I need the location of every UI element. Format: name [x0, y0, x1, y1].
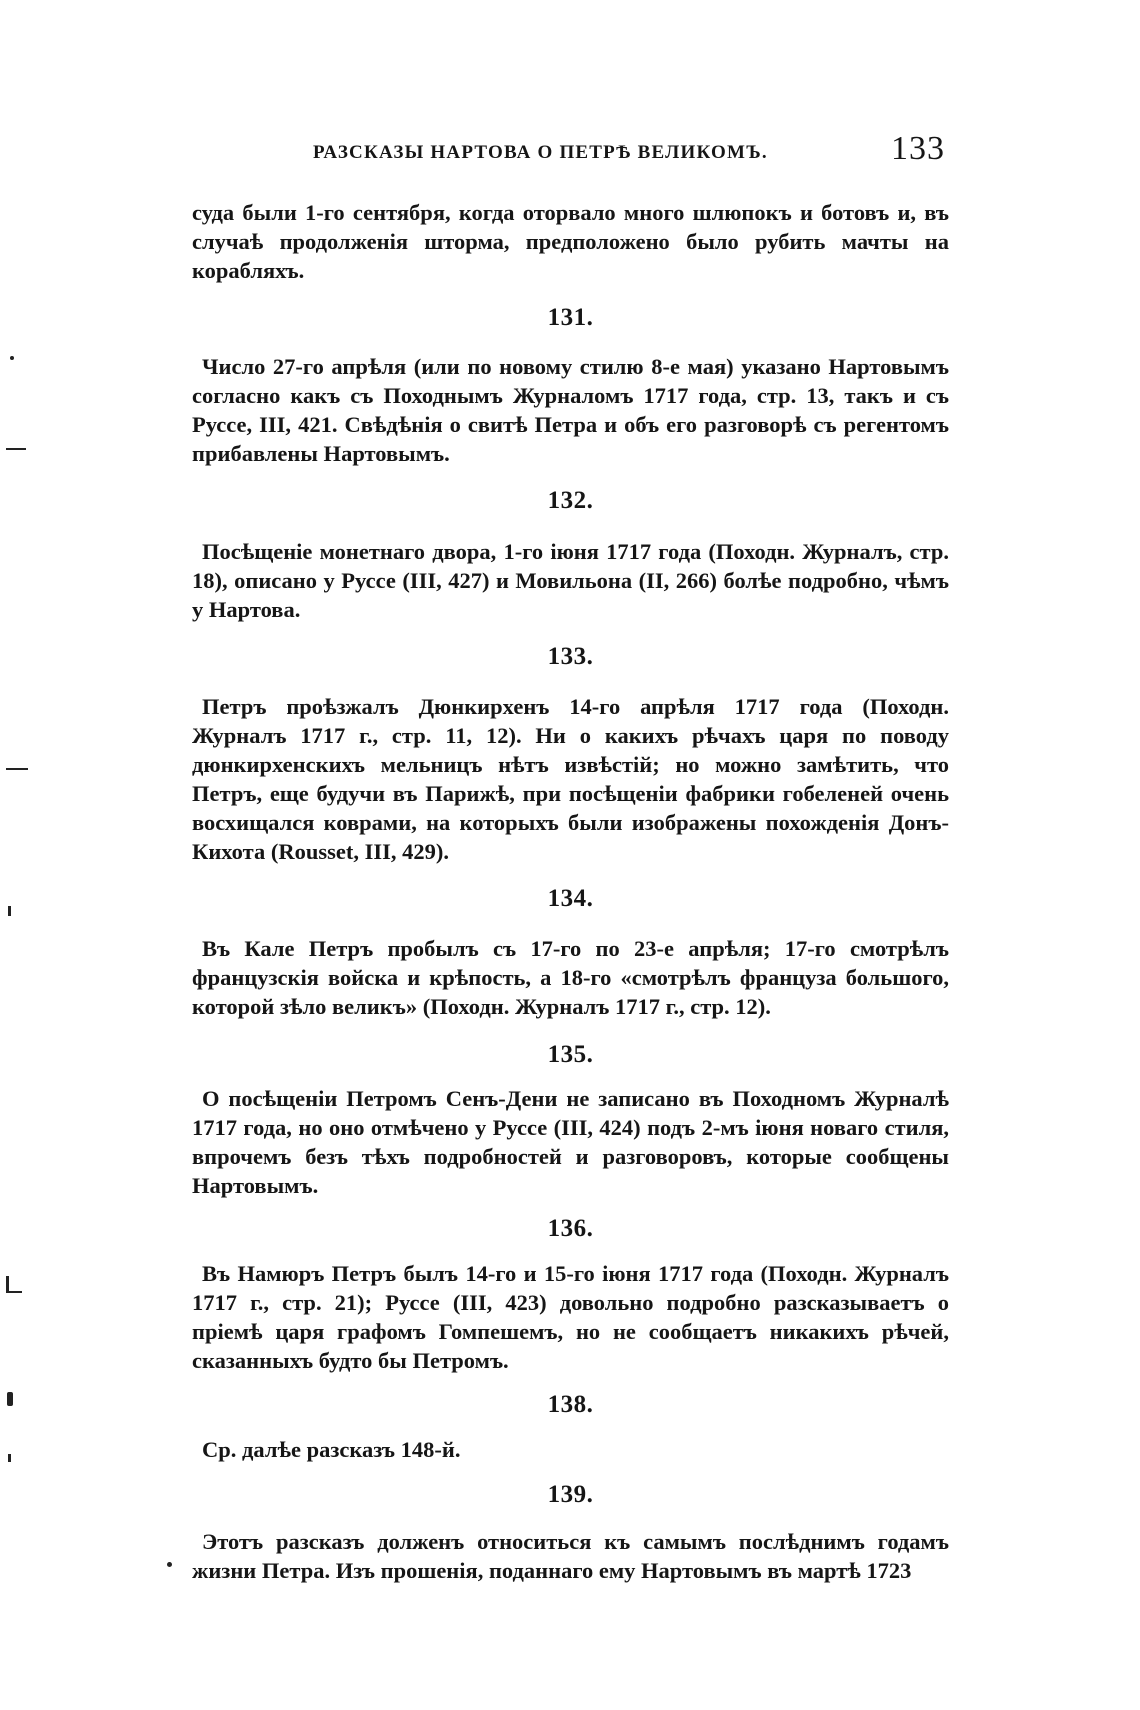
intro-paragraph: суда были 1-го сентября, когда оторвало много шлюпокъ и ботовъ и, въ случаѣ продолженія шторма, предположено было рубить мачты на корабляхъ. [192, 200, 949, 283]
section-heading-133: 133. [547, 643, 594, 670]
section-paragraph-139: Этотъ разсказъ долженъ относиться къ самымъ послѣднимъ годамъ жизни Петра. Изъ прошенія, поданнаго ему Нартовымъ въ мартѣ 1723 [192, 1529, 949, 1583]
section-paragraph-133: Петръ проѣзжалъ Дюнкирхенъ 14-го апрѣля 1717 года (Походн. Журналъ 1717 г., стр. 11, 12). Ни о какихъ рѣчахъ царя по поводу дюнкирхенскихъ мельницъ нѣтъ извѣстій; но можно замѣтить, что Петръ, еще будучи въ Парижѣ, при посѣщеніи фабрики гобеленей очень восхищался коврами, на которыхъ были изображены похожденія Донъ-Кихота (Rousset, III, 429). [192, 694, 949, 864]
section-heading-136: 136. [547, 1215, 594, 1242]
scan-mark [6, 768, 28, 770]
section-paragraph-135: О посѣщеніи Петромъ Сенъ-Дени не записано въ Походномъ Журналѣ 1717 года, но оно отмѣчено у Руссе (III, 424) подъ 2-мъ іюня новаго стиля, впрочемъ безъ тѣхъ подробностей и разговоровъ, которые сообщены Нартовымъ. [192, 1086, 949, 1198]
scan-mark [6, 448, 26, 450]
section-paragraph-138: Ср. далѣе разсказъ 148-й. [202, 1437, 461, 1462]
section-paragraph-136: Въ Намюръ Петръ былъ 14-го и 15-го іюня 1717 года (Походн. Журналъ 1717 г., стр. 21); Руссе (III, 423) довольно подробно разсказываетъ о пріемѣ царя графомъ Гомпешемъ, но не сообщаетъ никакихъ рѣчей, сказанныхъ будто бы Петромъ. [192, 1261, 949, 1373]
scan-mark [7, 1392, 13, 1406]
page-header [195, 130, 945, 170]
scan-mark [10, 356, 14, 360]
section-heading-135: 135. [547, 1041, 594, 1068]
section-paragraph-131: Число 27-го апрѣля (или по новому стилю 8-е мая) указано Нартовымъ согласно какъ съ Походнымъ Журналомъ 1717 года, стр. 13, такъ и съ Руссе, III, 421. Свѣдѣнія о свитѣ Петра и объ его разговорѣ съ регентомъ прибавлены Нартовымъ. [192, 354, 949, 466]
section-heading-134: 134. [547, 885, 594, 912]
section-heading-139: 139. [547, 1481, 594, 1508]
page-number: 133 [891, 130, 945, 167]
section-heading-138: 138. [547, 1391, 594, 1418]
running-title: РАЗСКАЗЫ НАРТОВА О ПЕТРѢ ВЕЛИКОМЪ. [313, 142, 768, 163]
scan-mark [8, 906, 11, 916]
scan-mark [167, 1562, 172, 1567]
scan-mark [8, 1454, 11, 1462]
scan-mark [6, 1291, 22, 1293]
section-heading-131: 131. [547, 304, 594, 331]
section-heading-132: 132. [547, 487, 594, 514]
section-paragraph-134: Въ Кале Петръ пробылъ съ 17-го по 23-е апрѣля; 17-го смотрѣлъ французскія войска и крѣпость, а 18-го «смотрѣлъ француза большого, которой зѣло великъ» (Походн. Журналъ 1717 г., стр. 12). [192, 936, 949, 1019]
scan-mark [6, 1276, 9, 1292]
section-paragraph-132: Посѣщеніе монетнаго двора, 1-го іюня 1717 года (Походн. Журналъ, стр. 18), описано у Руссе (III, 427) и Мовильона (II, 266) болѣе подробно, чѣмъ у Нартова. [192, 539, 949, 622]
page-body [192, 198, 949, 1585]
